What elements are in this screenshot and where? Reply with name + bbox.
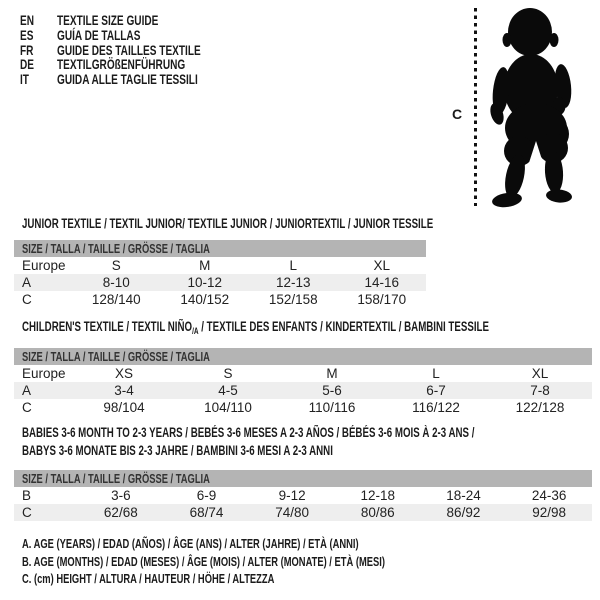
table-cell: 14-16 (364, 275, 400, 290)
language-row (20, 57, 257, 72)
table-cell: 152/158 (268, 292, 318, 307)
table-cell: 5-6 (322, 383, 342, 398)
table-cell: 140/152 (180, 292, 230, 307)
size-header-bar (14, 470, 592, 487)
language-code: DE (20, 56, 35, 73)
row-label: C (22, 292, 32, 307)
row-label: B (22, 488, 32, 503)
table-cell: M (199, 258, 211, 273)
table-cell: 122/128 (515, 400, 565, 415)
table-cell: 10-12 (187, 275, 223, 290)
guide-title: GUIDA ALLE TAGLIE TESSILI (57, 71, 198, 88)
table-cell: 128/140 (91, 292, 141, 307)
row-label: Europe (22, 366, 66, 381)
language-row (20, 13, 257, 28)
table-row (14, 291, 426, 308)
table-cell: 7-8 (530, 383, 550, 398)
table-cell: 68/74 (189, 505, 224, 520)
junior-size-grid (14, 257, 426, 308)
guide-title: GUÍA DE TALLAS (57, 26, 141, 43)
row-label: C (22, 400, 32, 415)
table-cell: XS (114, 366, 133, 381)
table-cell: 12-13 (275, 275, 311, 290)
size-header-label: SIZE / TALLA / TAILLE / GRÖSSE / TAGLIA (22, 349, 210, 364)
table-cell: L (289, 258, 297, 273)
table-row (14, 399, 592, 416)
legend-height-cm: C. (cm) HEIGHT / ALTURA / HAUTEUR / HÖHE / ALTEZZA (22, 571, 275, 586)
size-header-bar (14, 348, 592, 365)
table-cell: L (432, 366, 440, 381)
table-row (14, 257, 426, 274)
row-label: A (22, 383, 32, 398)
table-cell: 116/122 (412, 400, 460, 415)
size-header-label: SIZE / TALLA / TAILLE / GRÖSSE / TAGLIA (22, 241, 210, 256)
toddler-silhouette (483, 6, 583, 208)
table-cell: 24-36 (531, 488, 567, 503)
measure-legend (22, 535, 526, 588)
table-cell: 104/110 (204, 400, 252, 415)
legend-age-months: B. AGE (MONTHS) / EDAD (MESES) / ÂGE (MOIS) / ALTER (MONATE) / ETÀ (MESI) (22, 553, 385, 569)
table-cell: 3-4 (114, 383, 134, 398)
table-cell: 98/104 (103, 400, 145, 415)
table-cell: S (111, 258, 121, 273)
babies-section-title (22, 424, 600, 460)
language-code: EN (20, 12, 35, 28)
babies-size-grid (14, 487, 592, 521)
babies-title-line1: BABIES 3-6 MONTH TO 2-3 YEARS / BEBÉS 3-6 MESES A 2-3 AÑOS / BÉBÉS 3-6 MOIS À 2-3 ANS / (22, 425, 475, 440)
table-cell: 92/98 (532, 505, 567, 520)
table-cell: M (326, 366, 338, 381)
height-measure-label: C (452, 106, 463, 122)
size-header-label: SIZE / TALLA / TAILLE / GRÖSSE / TAGLIA (22, 471, 210, 486)
children-title-post: / TEXTILE DES ENFANTS / KINDERTEXTIL / BAMBINI TESSILE (198, 319, 489, 334)
guide-title: GUIDE DES TAILLES TEXTILE (57, 41, 201, 58)
junior-section-title-text: JUNIOR TEXTILE / TEXTIL JUNIOR/ TEXTILE JUNIOR / JUNIORTEXTIL / JUNIOR TESSILE (22, 216, 434, 231)
legend-age-years: A. AGE (YEARS) / EDAD (AÑOS) / ÂGE (ANS) / ALTER (JAHRE) / ETÀ (ANNI) (22, 536, 359, 551)
row-label: Europe (22, 258, 66, 273)
children-title-pre: CHILDREN'S TEXTILE / TEXTIL NIÑO (22, 319, 193, 334)
children-size-table (14, 348, 592, 416)
guide-title: TEXTILE SIZE GUIDE (57, 12, 159, 28)
size-header-bar (14, 240, 426, 257)
children-section-title-text (22, 319, 489, 339)
language-row (20, 28, 257, 43)
table-row (14, 504, 592, 521)
table-cell: 9-12 (278, 488, 306, 503)
guide-title: TEXTILGRÖßENFÜHRUNG (57, 56, 186, 73)
row-label: C (22, 505, 32, 520)
table-cell: 12-18 (360, 488, 396, 503)
table-cell: S (223, 366, 233, 381)
language-code: FR (20, 41, 34, 58)
language-row (20, 43, 257, 58)
babies-title-line2: BABYS 3-6 MONATE BIS 2-3 JAHRE / BAMBINI 3-6 MESI A 2-3 ANNI (22, 443, 333, 458)
table-cell: 86/92 (446, 505, 481, 520)
table-cell: 6-7 (426, 383, 446, 398)
table-cell: 80/86 (360, 505, 395, 520)
height-measure-dashed-line (474, 8, 477, 206)
table-row (14, 487, 592, 504)
table-cell: XL (373, 258, 390, 273)
table-cell: 74/80 (275, 505, 310, 520)
table-cell: 4-5 (218, 383, 238, 398)
junior-section-title (22, 216, 593, 231)
table-cell: 18-24 (446, 488, 481, 503)
language-code: IT (20, 71, 29, 88)
children-size-grid (14, 365, 592, 416)
table-cell: 6-9 (196, 488, 217, 503)
table-cell: 8-10 (102, 275, 130, 290)
table-cell: 110/116 (308, 400, 356, 415)
table-row (14, 365, 592, 382)
babies-size-table (14, 470, 592, 521)
table-cell: XL (531, 366, 549, 381)
language-row (20, 72, 257, 87)
children-section-title (22, 319, 600, 339)
table-row (14, 382, 592, 399)
children-title-subscript: /A (192, 326, 199, 336)
table-cell: 3-6 (111, 488, 131, 503)
table-row (14, 274, 426, 291)
language-title-list (20, 13, 257, 87)
language-code: ES (20, 26, 34, 43)
junior-size-table (14, 240, 426, 308)
table-cell: 158/170 (357, 292, 407, 307)
row-label: A (22, 275, 32, 290)
table-cell: 62/68 (103, 505, 138, 520)
